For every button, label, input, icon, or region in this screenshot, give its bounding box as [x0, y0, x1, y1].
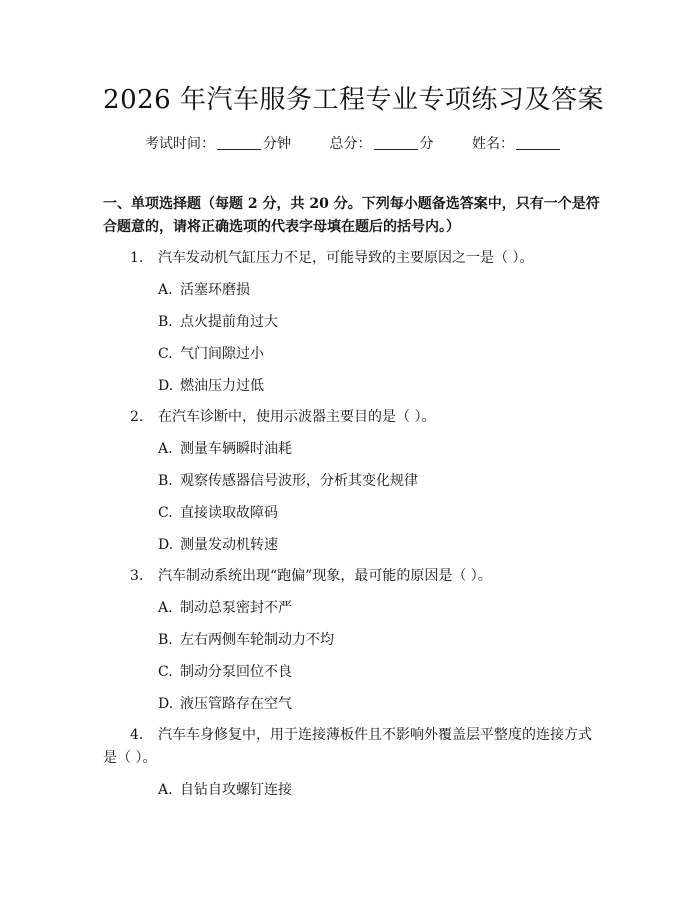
option-text: 燃油压力过低	[180, 378, 264, 394]
exam-time-field	[145, 134, 291, 154]
option-text: 左右两侧车轮制动力不均	[180, 632, 334, 648]
option-item	[103, 270, 604, 302]
option-letter: B.	[158, 473, 173, 489]
option-list	[103, 270, 604, 398]
option-item	[103, 684, 604, 716]
option-list	[103, 429, 604, 557]
option-item	[103, 429, 604, 461]
exam-time-unit: 分钟	[263, 136, 292, 152]
option-text: 自钻自攻螺钉连接	[180, 782, 292, 798]
question-item	[103, 239, 604, 398]
total-score-blank	[374, 135, 418, 150]
option-letter: B.	[158, 632, 173, 648]
option-list	[103, 588, 604, 716]
name-blank	[516, 135, 560, 150]
option-item	[103, 620, 604, 652]
option-item	[103, 770, 604, 802]
option-text: 制动分泵回位不良	[180, 664, 292, 680]
option-item	[103, 525, 604, 557]
question-stem	[103, 239, 604, 270]
option-text: 测量发动机转速	[180, 537, 278, 553]
option-letter: C.	[158, 505, 173, 521]
question-text: 汽车发动机气缸压力不足，可能导致的主要原因之一是（ ）。	[158, 250, 534, 266]
question-item	[103, 398, 604, 557]
option-letter: D.	[158, 378, 174, 394]
option-item	[103, 652, 604, 684]
option-list	[103, 770, 604, 802]
total-score-unit: 分	[419, 136, 434, 152]
option-letter: D.	[158, 696, 174, 712]
option-text: 测量车辆瞬时油耗	[180, 441, 292, 457]
question-text: 汽车车身修复中，用于连接薄板件且不影响外覆盖层平整度的连接方式是（ ）。	[103, 727, 592, 766]
option-item	[103, 493, 604, 525]
option-item	[103, 588, 604, 620]
question-number: 3.	[130, 568, 144, 584]
question-item	[103, 557, 604, 716]
question-text: 在汽车诊断中，使用示波器主要目的是（ ）。	[158, 409, 436, 425]
section-heading-single-choice: 一、单项选择题（每题 2 分，共 20 分。下列每小题备选答案中，只有一个是符合题意的，请将正确选项的代表字母填在题后的括号内。）	[103, 196, 600, 235]
option-text: 制动总泵密封不严	[180, 600, 292, 616]
option-text: 活塞环磨损	[180, 282, 250, 298]
option-item	[103, 334, 604, 366]
option-text: 气门间隙过小	[180, 346, 264, 362]
total-score-label: 总分：	[329, 136, 372, 152]
option-letter: C.	[158, 346, 173, 362]
question-stem	[103, 557, 604, 588]
question-number: 4.	[130, 727, 144, 743]
question-number: 2.	[130, 409, 144, 425]
option-text: 直接读取故障码	[180, 505, 278, 521]
option-item	[103, 461, 604, 493]
option-item	[103, 302, 604, 334]
name-label: 姓名：	[471, 136, 514, 152]
option-text: 点火提前角过大	[180, 314, 278, 330]
document-title: 2026 年汽车服务工程专业专项练习及答案	[103, 85, 604, 115]
exam-time-label: 考试时间：	[145, 136, 216, 152]
question-stem	[103, 716, 604, 770]
option-letter: C.	[158, 664, 173, 680]
question-list	[103, 239, 604, 802]
option-letter: A.	[158, 441, 173, 457]
question-item	[103, 716, 604, 802]
option-item	[103, 366, 604, 398]
option-letter: A.	[158, 600, 173, 616]
option-letter: A.	[158, 282, 173, 298]
option-letter: B.	[158, 314, 173, 330]
exam-info-line	[103, 134, 604, 154]
question-stem	[103, 398, 604, 429]
exam-time-blank	[217, 135, 261, 150]
total-score-field	[330, 134, 434, 154]
option-text: 液压管路存在空气	[180, 696, 292, 712]
option-letter: A.	[158, 782, 173, 798]
question-text: 汽车制动系统出现“跑偏”现象，最可能的原因是（ ）。	[158, 568, 492, 584]
name-field	[472, 134, 562, 154]
question-number: 1.	[130, 250, 144, 266]
option-text: 观察传感器信号波形，分析其变化规律	[180, 473, 418, 489]
option-letter: D.	[158, 537, 174, 553]
